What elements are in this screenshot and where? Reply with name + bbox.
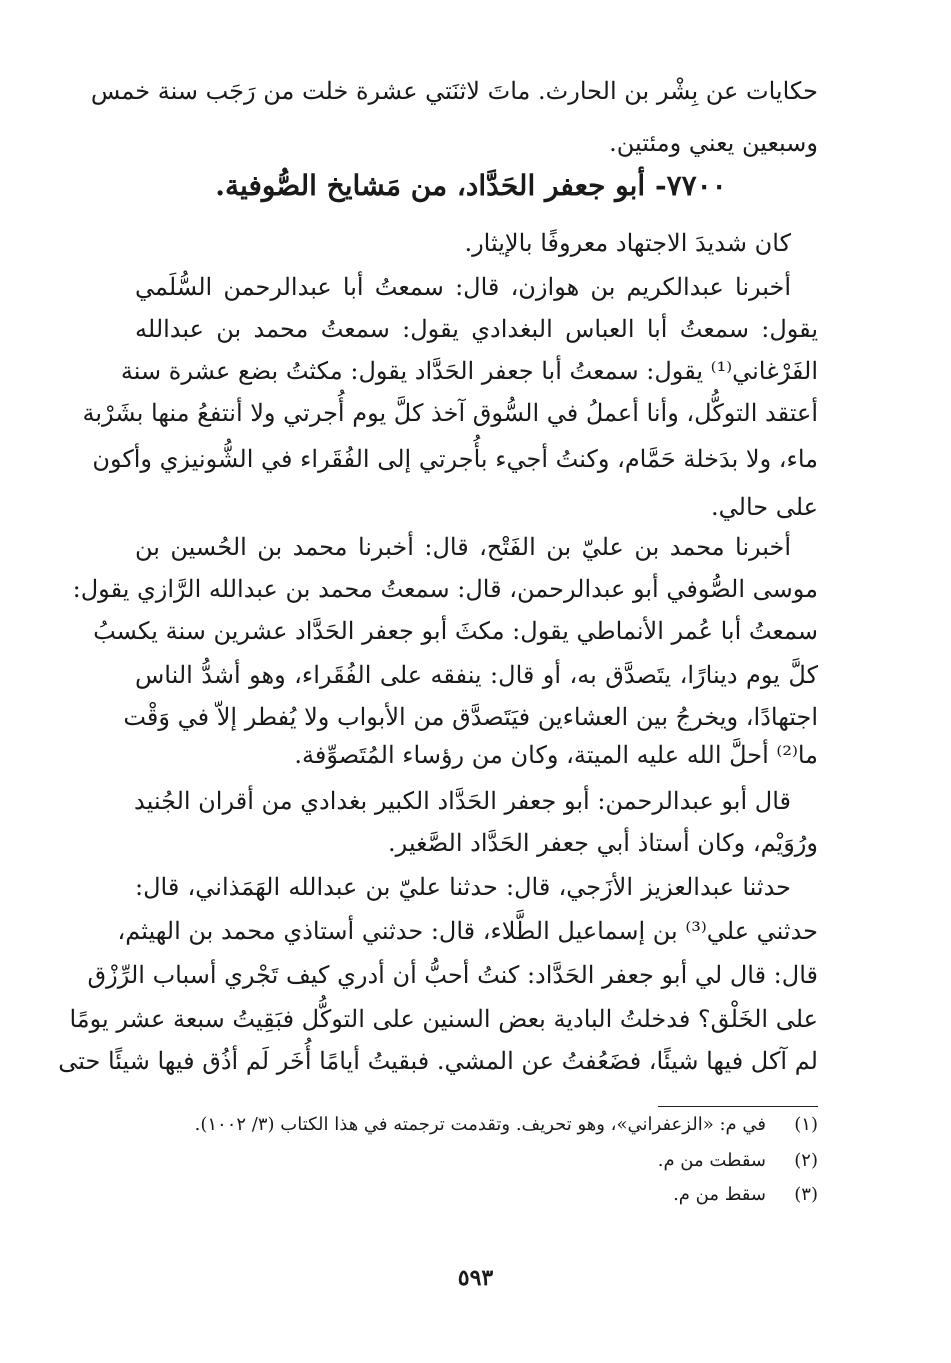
footnote-number: (١) (794, 1114, 818, 1135)
body-line: حدثنا عبدالعزيز الأزَجي، قال: حدثنا عليّ بن عبدالله الهَمَذاني، قال: (135, 873, 791, 901)
body-line: أعتقد التوكُّل، وأنا أعملُ في السُّوق آخذ كلَّ يوم أُجرتي ولا أنتفعُ منها بشَرْبة (82, 399, 818, 427)
body-line: على حالي. (711, 493, 818, 521)
body-line: حدثني علي⁽³⁾ بن إسماعيل الطَّلاء، قال: حدثني أستاذي محمد بن الهيثم، (117, 917, 818, 945)
footnote (135, 1112, 818, 1138)
body-line: اجتهادًا، ويخرجُ بين العشاءين فيَتَصدَّق من الأبواب ولا يُفطر إلاّ في وَقْت (123, 703, 818, 731)
body-line: حكايات عن بِشْر بن الحارث. ماتَ لاثنَتي عشرة خلت من رَجَب سنة خمس (90, 77, 818, 105)
body-line: قال: قال لي أبو جعفر الحَدَّاد: كنتُ أحبُّ أن أدري كيف تَجْري أسباب الرِّزْق (87, 961, 818, 989)
body-line: سمعتُ أبا عُمر الأنماطي يقول: مكثَ أبو جعفر الحَدَّاد عشرين سنة يكسبُ (93, 617, 818, 645)
body-line: كلَّ يوم دينارًا، يتَصدَّق به، أو قال: ينفقه على الفُقَراء، وهو أشدُّ الناس (135, 661, 818, 689)
body-line: الفَرْغاني⁽¹⁾ يقول: سمعتُ أبا جعفر الحَدَّاد يقول: مكثتُ بضع عشرة سنة (120, 357, 818, 385)
footnote-text: في م: «الزعفراني»، وهو تحريف. وتقدمت ترجمته في هذا الكتاب (٣/ ١٠٠٢). (194, 1114, 766, 1135)
body-line: قال أبو عبدالرحمن: أبو جعفر الحَدَّاد الكبير بغدادي من أقران الجُنيد (134, 787, 791, 815)
body-line: ورُوَيْم، وكان أستاذ أبي جعفر الحَدَّاد الصَّغير. (388, 829, 818, 857)
footnote (135, 1148, 818, 1174)
footnote-separator (658, 1106, 818, 1107)
body-line: أخبرنا محمد بن عليّ بن الفَتْح، قال: أخبرنا محمد بن الحُسين بن (135, 533, 791, 561)
footnote-number: (٣) (794, 1184, 818, 1205)
body-line: أخبرنا عبدالكريم بن هوازن، قال: سمعتُ أبا عبدالرحمن السُّلَمي (135, 273, 791, 301)
body-line: لم آكل فيها شيئًا، فضَعُفتُ عن المشي. فبقيتُ أيامًا أُخَر لَم أذُق فيها شيئًا حتى (58, 1047, 818, 1075)
body-line: وسبعين يعني ومئتين. (609, 129, 818, 157)
body-line: موسى الصُّوفي أبو عبدالرحمن، قال: سمعتُ محمد بن عبدالله الرَّازي يقول: (72, 575, 818, 603)
body-line: يقول: سمعتُ أبا العباس البغدادي يقول: سمعتُ محمد بن عبدالله (135, 315, 818, 343)
entry-heading: ٧٧٠٠- أبو جعفر الحَدَّاد، من مَشايخ الصُّوفية. (215, 169, 727, 202)
footnote (135, 1182, 818, 1208)
body-line: على الخَلْق؟ فدخلتُ البادية بعض السنين على التوكُّل فبَقِيتُ سبعة عشر يومًا (69, 1005, 818, 1033)
footnote-text: سقطت من م. (657, 1150, 766, 1171)
body-line: كان شديدَ الاجتهاد معروفًا بالإيثار. (464, 229, 791, 257)
body-line: ماء، ولا بدَخلة حَمَّام، وكنتُ أجيء بأُجرتي إلى الفُقَراء في الشُّونيزي وأكون (92, 445, 818, 473)
footnote-text: سقط من م. (673, 1184, 766, 1205)
footnote-number: (٢) (794, 1150, 818, 1171)
body-line: ما⁽²⁾ أحلَّ الله عليه الميتة، وكان من رؤساء المُتَصوِّفة. (294, 741, 818, 769)
page-number: ٥٩٣ (457, 1265, 494, 1291)
